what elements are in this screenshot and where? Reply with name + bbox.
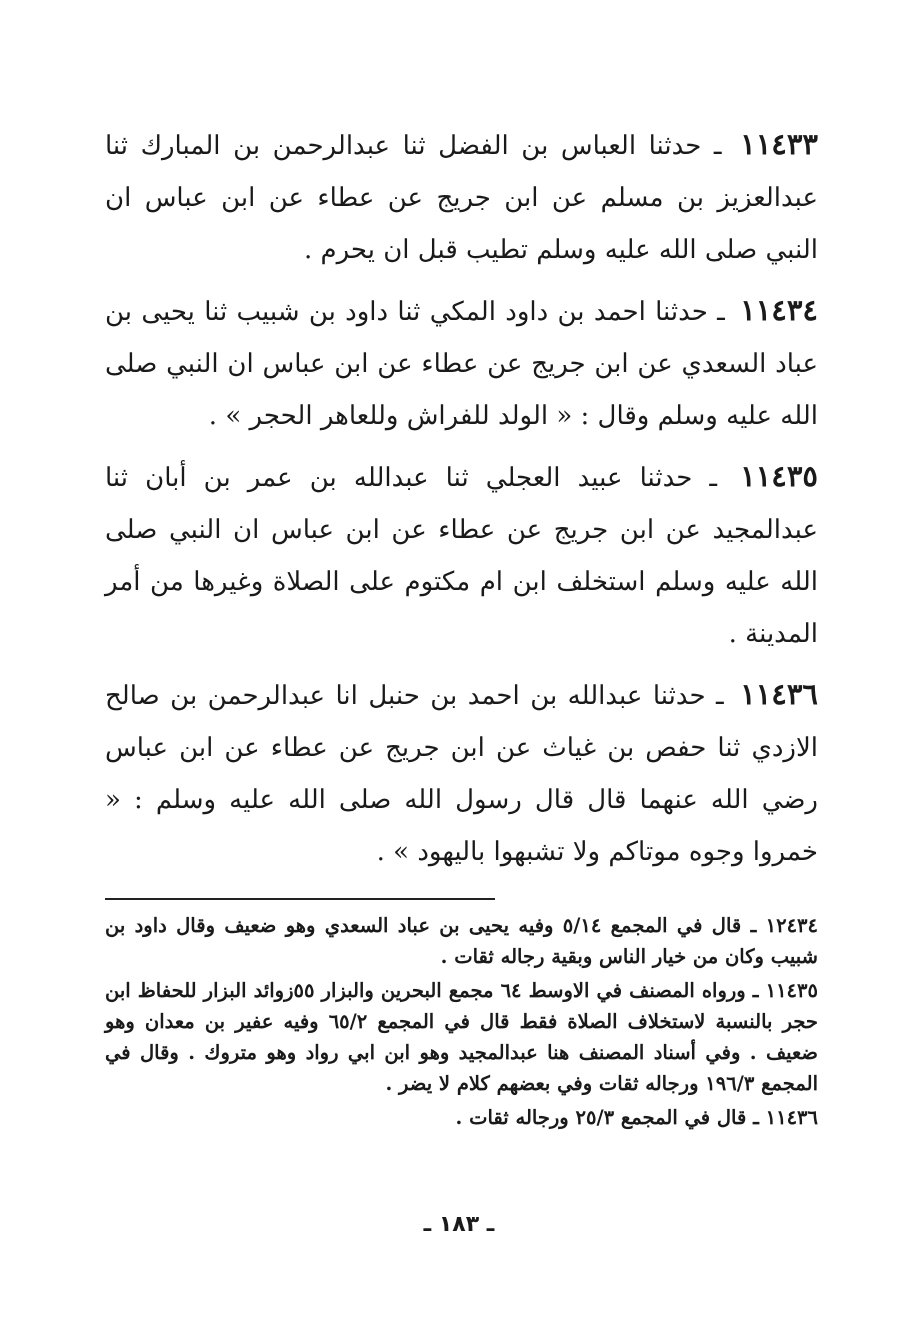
hadith-text: ـ حدثنا عبيد العجلي ثنا عبدالله بن عمر بن أبان ثنا عبدالمجيد عن ابن جريج عن عطاء عن ابن عباس ان النبي صلى الله عليه وسلم استخلف ابن ام مكتوم على الصلاة وغيرها من أمر المدينة . <box>105 463 818 649</box>
footnote-number: ١١٤٣٦ <box>765 1106 818 1129</box>
hadith-number: ١١٤٣٤ <box>740 293 818 327</box>
hadith-number: ١١٤٣٦ <box>740 677 818 711</box>
footnote-12434 <box>105 910 818 972</box>
footnote-number: ١٢٤٣٤ <box>765 914 818 937</box>
hadith-11434 <box>105 284 818 442</box>
hadith-text: ـ حدثنا عبدالله بن احمد بن حنبل انا عبدالرحمن بن صالح الازدي ثنا حفص بن غياث عن ابن جريج عن عطاء عن ابن عباس رضي الله عنهما قال قال رسول الله صلى الله عليه وسلم : « خمروا وجوه موتاكم ولا تشبهوا باليهود » . <box>105 681 818 867</box>
footnote-text: ـ قال في المجمع ٥/١٤ وفيه يحيى بن عباد السعدي وهو ضعيف وقال داود بن شبيب وكان من خيار الناس وبقية رجاله ثقات . <box>105 914 818 968</box>
footnote-divider <box>105 898 495 900</box>
main-text-block <box>105 118 818 886</box>
hadith-text: ـ حدثنا العباس بن الفضل ثنا عبدالرحمن بن المبارك ثنا عبدالعزيز بن مسلم عن ابن جريج عن عطاء عن ابن عباس ان النبي صلى الله عليه وسلم تطيب قبل ان يحرم . <box>105 131 818 265</box>
footnote-11436 <box>105 1102 818 1133</box>
hadith-number: ١١٤٣٣ <box>740 127 819 161</box>
page-number: ـ ١٨٣ ـ <box>423 1212 495 1237</box>
hadith-11435 <box>105 450 818 660</box>
footnotes-block <box>105 910 818 1136</box>
hadith-number: ١١٤٣٥ <box>740 459 818 493</box>
footnote-text: ـ قال في المجمع ٢٥/٣ ورجاله ثقات . <box>455 1106 759 1129</box>
hadith-11433 <box>105 118 818 276</box>
footnote-number: ١١٤٣٥ <box>765 979 818 1002</box>
footnote-11435 <box>105 975 818 1099</box>
hadith-text: ـ حدثنا احمد بن داود المكي ثنا داود بن شبيب ثنا يحيى بن عباد السعدي عن ابن جريج عن عطاء عن ابن عباس ان النبي صلى الله عليه وسلم وقال : « الولد للفراش وللعاهر الحجر » . <box>105 297 818 431</box>
hadith-11436 <box>105 668 818 878</box>
footnote-text: ـ ورواه المصنف في الاوسط ٦٤ مجمع البحرين والبزار ٥٥زوائد البزار للحفاظ ابن حجر بالنسبة لاستخلاف الصلاة فقط قال في المجمع ٦٥/٢ وفيه عفير بن معدان وهو ضعيف . وفي أسناد المصنف هنا عبدالمجيد وهو ابن ابي رواد وهو متروك . وقال في المجمع ١٩٦/٣ ورجاله ثقات وفي بعضهم كلام لا يضر . <box>105 979 818 1095</box>
